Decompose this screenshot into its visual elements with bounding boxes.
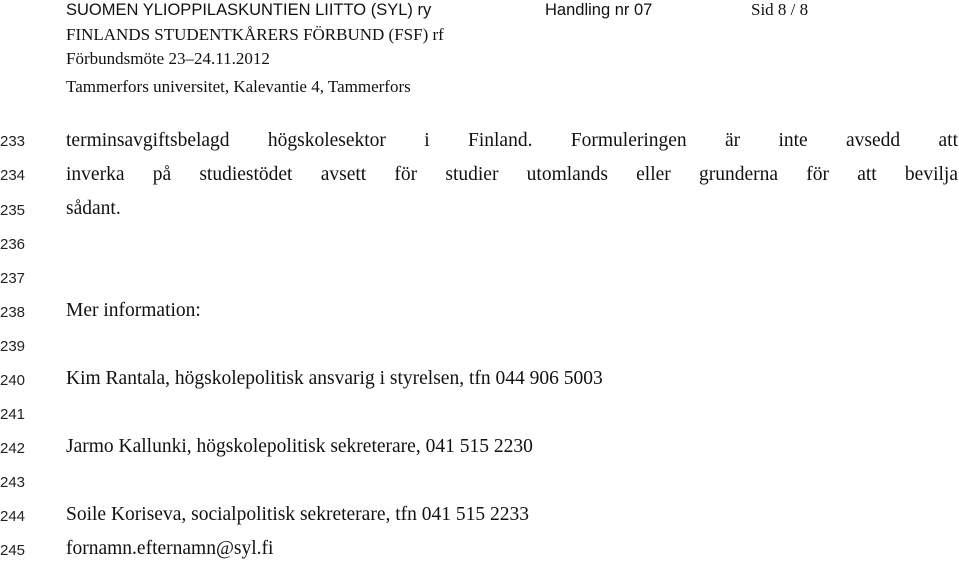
contact-line: Kim Rantala, högskolepolitisk ansvarig i styrelsen, tfn 044 906 5003 — [66, 368, 603, 389]
contact-email: fornamn.efternamn@syl.fi — [66, 538, 274, 559]
page-number: Sid 8 / 8 — [751, 0, 809, 19]
line-number: 243 — [0, 474, 26, 491]
body-line: terminsavgiftsbelagd högskolesektor i Finland. Formuleringen är inte avsedd att — [66, 130, 958, 151]
organization-name-swedish: FINLANDS STUDENTKÅRERS FÖRBUND (FSF) rf — [66, 25, 444, 44]
line-number: 235 — [0, 202, 26, 219]
line-number: 234 — [0, 167, 26, 184]
line-number: 239 — [0, 338, 26, 355]
body-line: sådant. — [66, 198, 121, 219]
line-number: 233 — [0, 133, 26, 150]
line-number: 244 — [0, 508, 26, 525]
section-heading: Mer information: — [66, 300, 201, 321]
line-number: 237 — [0, 270, 26, 287]
organization-name-finnish: SUOMEN YLIOPPILASKUNTIEN LIITTO (SYL) ry — [66, 1, 432, 19]
meeting-title: Förbundsmöte 23–24.11.2012 — [66, 49, 270, 68]
meeting-venue: Tammerfors universitet, Kalevantie 4, Tammerfors — [66, 77, 411, 96]
contact-line: Soile Koriseva, socialpolitisk sekreterare, tfn 041 515 2233 — [66, 504, 530, 525]
line-number: 236 — [0, 236, 26, 253]
handling-number: Handling nr 07 — [545, 1, 653, 19]
line-number: 242 — [0, 440, 26, 457]
line-number: 240 — [0, 372, 26, 389]
line-number: 238 — [0, 304, 26, 321]
header-right — [545, 0, 809, 20]
line-number: 241 — [0, 406, 26, 423]
body-line: inverka på studiestödet avsett för studier utomlands eller grunderna för att bevilja — [66, 164, 958, 185]
contact-line: Jarmo Kallunki, högskolepolitisk sekreterare, 041 515 2230 — [66, 436, 533, 457]
line-number: 245 — [0, 542, 26, 559]
